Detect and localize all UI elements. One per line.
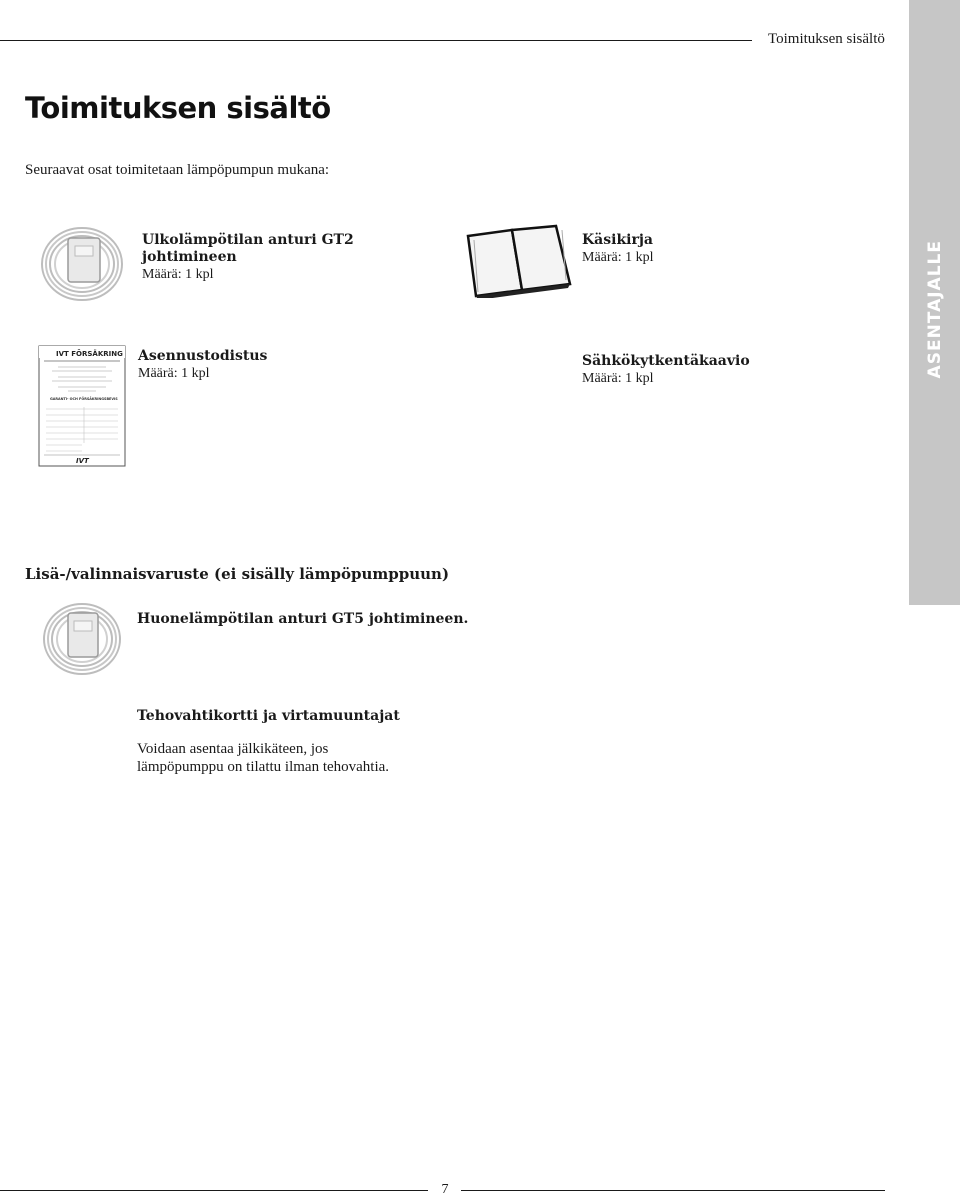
item-outdoor-sensor xyxy=(142,232,372,283)
side-tab-label: ASENTAJALLE xyxy=(924,240,945,379)
power-guard-text xyxy=(137,740,389,776)
item-wiring-diagram xyxy=(582,353,812,387)
item-quantity: Määrä: 1 kpl xyxy=(582,250,654,265)
running-header-title: Toimituksen sisältö xyxy=(768,31,885,47)
power-guard-title: Tehovahtikortti ja virtamuuntajat xyxy=(137,708,400,724)
sensor-cable-icon xyxy=(38,224,126,304)
footer-rule-left xyxy=(0,1190,428,1191)
item-manual xyxy=(582,232,812,266)
footer-rule-right xyxy=(461,1190,885,1191)
outdoor-sensor-image xyxy=(38,224,126,304)
certificate-subheading: GARANTI- OCH FÖRSÄKRINGSBEVIS xyxy=(50,397,118,401)
power-guard-text-line: lämpöpumppu on tilattu ilman tehovahtia. xyxy=(137,759,390,775)
item-title-line: johtimineen xyxy=(142,249,237,265)
item-quantity: Määrä: 1 kpl xyxy=(142,267,214,282)
accessories-heading: Lisä-/valinnaisvaruste (ei sisälly lämpöpumppuun) xyxy=(25,565,450,583)
intro-text: Seuraavat osat toimitetaan lämpöpumpun mukana: xyxy=(25,162,330,178)
manual-image xyxy=(464,224,574,298)
item-title-line: Ulkolämpötilan anturi GT2 xyxy=(142,232,354,248)
item-quantity: Määrä: 1 kpl xyxy=(138,366,210,381)
header-rule xyxy=(0,40,752,41)
installation-certificate-image xyxy=(38,345,126,467)
page-number: 7 xyxy=(441,1182,449,1197)
certificate-document-icon xyxy=(38,345,126,467)
open-book-icon xyxy=(464,224,574,298)
item-title-line: Käsikirja xyxy=(582,232,653,248)
item-quantity: Määrä: 1 kpl xyxy=(582,371,654,386)
item-title-line: Asennustodistus xyxy=(138,348,268,364)
ivt-logo: IVT xyxy=(76,457,89,465)
power-guard-text-line: Voidaan asentaa jälkikäteen, jos xyxy=(137,741,329,757)
side-tab-label-wrap xyxy=(909,0,960,605)
item-title-line: Sähkökytkentäkaavio xyxy=(582,353,750,369)
item-installation-certificate xyxy=(138,348,368,382)
room-sensor-image xyxy=(40,600,124,678)
room-sensor-title: Huonelämpötilan anturi GT5 johtimineen. xyxy=(137,611,469,627)
page-title: Toimituksen sisältö xyxy=(25,91,331,125)
certificate-heading: IVT FÖRSÄKRING xyxy=(56,350,123,358)
sensor-cable-icon xyxy=(40,600,124,678)
